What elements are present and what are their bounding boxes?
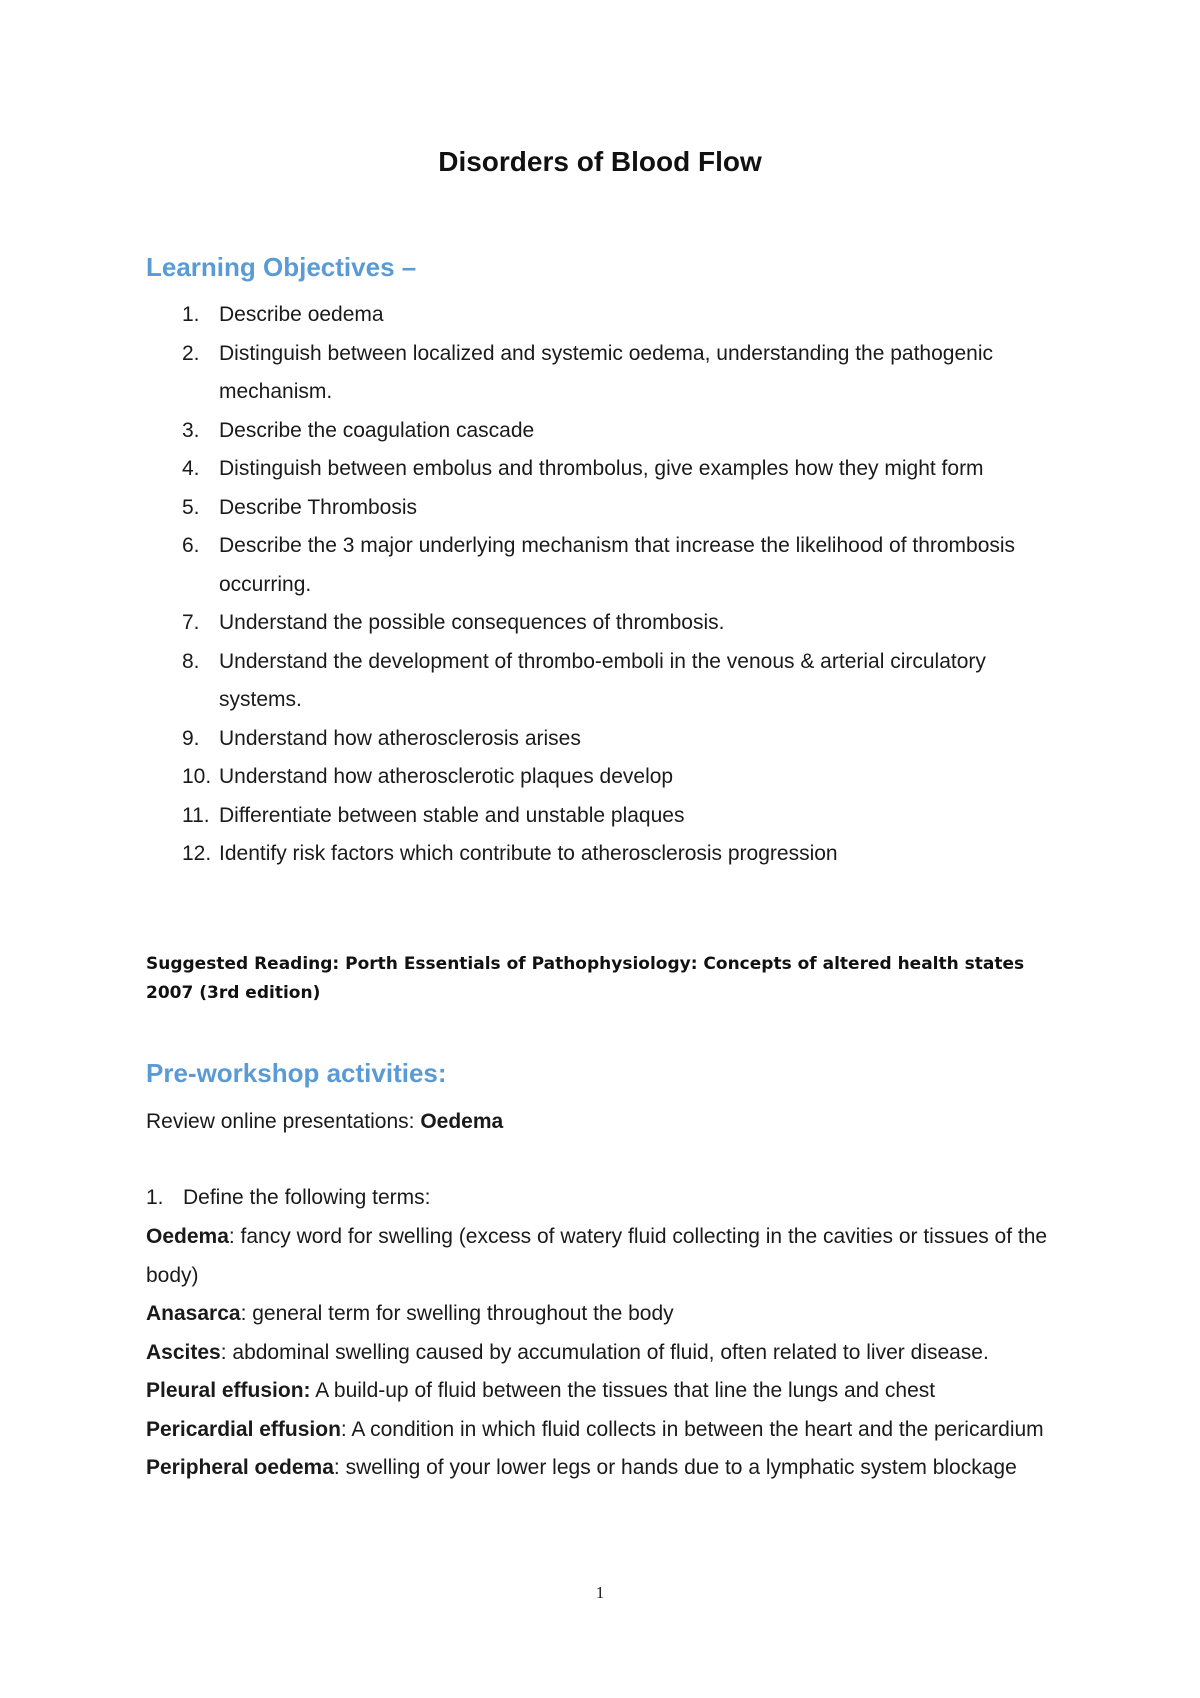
list-item-text: Describe the coagulation cascade [219,418,535,442]
list-number: 5. [182,495,200,519]
list-item [146,835,1066,874]
review-prefix: Review online presentations: [146,1110,421,1133]
term-name: Pleural effusion: [146,1379,311,1402]
list-item [146,758,1066,797]
list-item [146,604,1066,643]
term-entry [146,1449,1066,1488]
list-number: 10. [182,765,212,788]
term-name: Ascites [146,1340,221,1364]
list-item-text: Distinguish between embolus and thrombolus, give examples how they might form [219,457,984,480]
page-title: Disorders of Blood Flow [438,146,762,177]
list-number: 4. [182,457,200,480]
list-item-text: Describe oedema [219,303,384,326]
list-number: 3. [182,418,200,442]
terms-list [146,1218,1066,1488]
list-item [146,335,1066,412]
term-name: Oedema [146,1225,229,1248]
term-definition: : swelling of your lower legs or hands due to a lymphatic system blockage [333,1456,1017,1479]
review-topic: Oedema [420,1110,504,1133]
list-item-text: Describe the 3 major underlying mechanism that increase the likelihood of thrombosis occurring. [219,534,1016,596]
term-entry [146,1411,1066,1450]
list-number: 2. [182,341,200,365]
objectives-list [146,296,1066,874]
list-number: 6. [182,534,200,557]
list-number: 7. [182,611,200,634]
term-definition: : fancy word for swelling (excess of watery fluid collecting in the cavities or tissues of the body) [146,1225,1048,1287]
term-definition: A build-up of fluid between the tissues that line the lungs and chest [310,1379,936,1402]
list-item-text: Differentiate between stable and unstable plaques [219,803,685,827]
term-name: Anasarca [146,1302,241,1325]
pre-workshop-heading: Pre-workshop activities: [146,1058,447,1088]
term-definition: : abdominal swelling caused by accumulation of fluid, often related to liver disease. [220,1340,989,1364]
list-number: 9. [182,726,200,750]
list-number: 1. [182,303,200,326]
term-name: Pericardial effusion [146,1417,341,1441]
review-line [146,1103,503,1141]
term-name: Peripheral oedema [146,1456,334,1479]
term-entry [146,1218,1066,1295]
term-entry [146,1334,1066,1373]
list-item [146,489,1066,528]
list-item-text: Describe Thrombosis [219,495,418,519]
list-item [146,797,1066,836]
list-item [146,450,1066,489]
define-terms-text: Define the following terms: [183,1186,431,1209]
list-item-text: Understand the possible consequences of thrombosis. [219,611,725,634]
list-item [146,643,1066,720]
term-entry [146,1372,1066,1411]
list-item-text: Understand the development of thrombo-emboli in the venous & arterial circulatory systems. [219,649,986,711]
list-item-text: Identify risk factors which contribute to atherosclerosis progression [219,842,838,865]
list-item [146,527,1066,604]
list-item [146,412,1066,451]
page-number: 1 [595,1583,605,1602]
list-number: 1. [146,1186,164,1209]
list-number: 8. [182,649,200,673]
list-item-text: Understand how atherosclerosis arises [219,726,581,750]
list-item-text: Distinguish between localized and systemic oedema, understanding the pathogenic mechanism. [219,341,993,403]
term-definition: : A condition in which fluid collects in between the heart and the pericardium [340,1417,1044,1441]
term-definition: : general term for swelling throughout the body [240,1302,674,1325]
define-terms-item [146,1179,430,1217]
list-number: 11. [182,803,210,827]
list-number: 12. [182,842,212,865]
learning-objectives-heading: Learning Objectives – [146,252,417,282]
list-item-text: Understand how atherosclerotic plaques develop [219,765,674,788]
term-entry [146,1295,1066,1334]
suggested-reading: Suggested Reading: Porth Essentials of Pathophysiology: Concepts of altered health states 2007 (3rd edition) [146,954,1025,1003]
list-item [146,296,1066,335]
list-item [146,720,1066,759]
